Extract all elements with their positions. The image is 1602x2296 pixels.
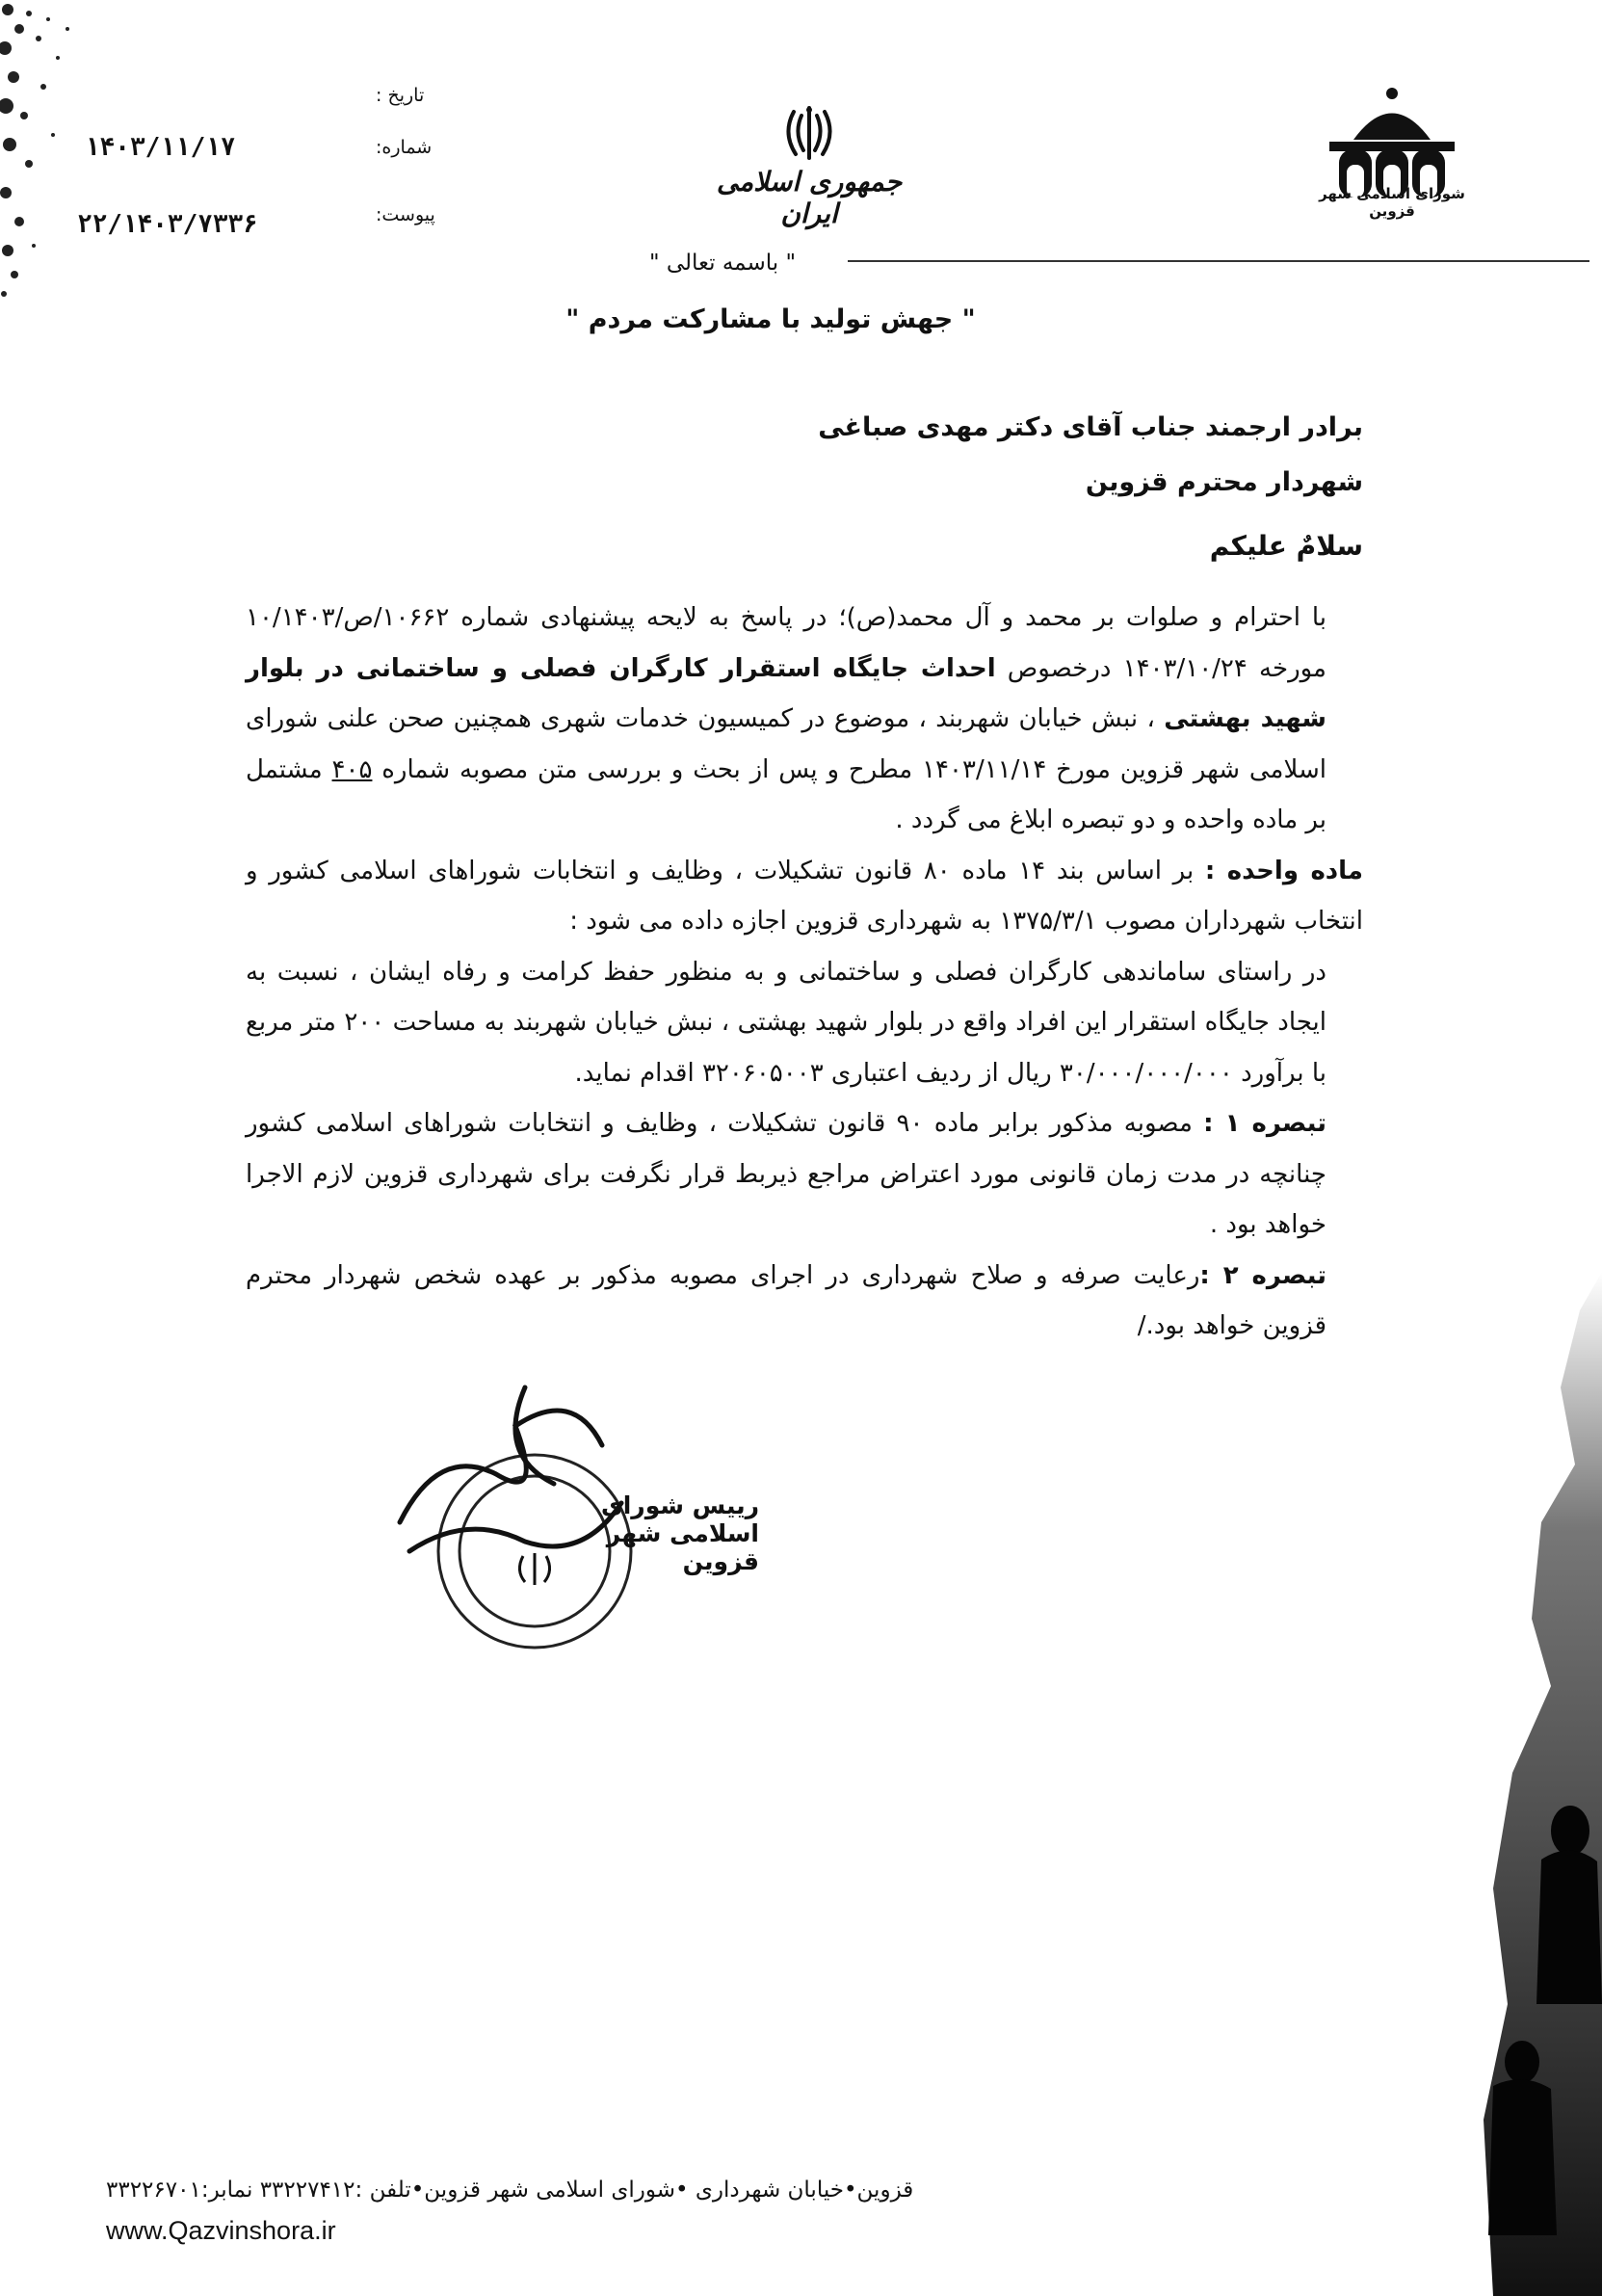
photo-collage (1484, 1272, 1602, 2296)
note1-paragraph (246, 1098, 1363, 1251)
attachment-label: پیوست: (376, 204, 435, 225)
greeting: سلامٌ علیکم (1209, 530, 1363, 562)
intro-text-c: مشتمل بر ماده واحده و دو تبصره ابلاغ می گردد . (246, 754, 1326, 834)
addressee-title: شهردار محترم قزوین (1085, 467, 1363, 497)
note2-label: تبصره ۲ : (1199, 1260, 1327, 1290)
intro-subject: احداث جایگاه استقرار کارگران فصلی و ساختمانی در بلوار شهید بهشتی (246, 653, 1326, 733)
intro-text-b: ، نبش خیابان شهربند ، موضوع در کمیسیون خدمات شهری همچنین صحن علنی شورای اسلامی شهر قزوین مورخ ۱۴۰۳/۱۱/۱۴ مطرح و پس از بحث و بررسی متن مصوبه شماره (246, 704, 1326, 784)
bismillah-heading: " باسمه تعالی " (597, 251, 848, 276)
footer-website[interactable]: www.Qazvinshora.ir (106, 2216, 336, 2245)
slogan: " جهش تولید با مشارکت مردم " (565, 304, 976, 334)
republic-title: جمهوری اسلامی ایران (716, 166, 903, 229)
intro-paragraph (246, 593, 1363, 846)
note2-text: رعایت صرفه و صلاح شهرداری در اجرای مصوبه مذکور بر عهده شخص شهردار محترم قزوین خواهد بود./ (246, 1260, 1326, 1340)
intro-text-a: با احترام و صلوات بر محمد و آل محمد(ص)؛ در پاسخ به لایحه پیشنهادی شماره ۱۰۶۶۲/ص/۱۰/۱۴۰۳ مورخه ۱۴۰۳/۱۰/۲۴ درخصوص (246, 603, 1326, 683)
footer-address: قزوین•خیابان شهرداری •شورای اسلامی شهر قزوین•تلفن :۳۳۲۲۷۴۱۲ نمابر:۳۳۲۲۶۷۰۱ (106, 2177, 914, 2203)
note1-label: تبصره ۱ : (1203, 1109, 1327, 1138)
letter-body (246, 593, 1363, 1352)
note2-paragraph (246, 1251, 1363, 1352)
council-logo-caption: شورای اسلامی شهر قزوین (1319, 185, 1465, 220)
article-paragraph (246, 846, 1363, 947)
iran-emblem-icon (780, 104, 838, 164)
article-text: بر اساس بند ۱۴ ماده ۸۰ قانون تشکیلات ، وظایف و انتخابات شوراهای اسلامی کشور و انتخاب شهرداران مصوب ۱۳۷۵/۳/۱ به شهرداری قزوین اجازه داده می شود : (246, 856, 1363, 936)
date-label: تاریخ : (376, 85, 425, 106)
addressee-name: برادر ارجمند جناب آقای دکتر مهدی صباغی (818, 412, 1363, 442)
resolution-number: ۴۰۵ (331, 754, 373, 784)
article-label: ماده واحده : (1204, 856, 1364, 885)
addressee-block (496, 400, 1363, 510)
signer-title: رییس شورای اسلامی شهر قزوین (600, 1491, 759, 1575)
number-label: شماره: (376, 137, 433, 158)
letter-number-value: ۲۲/۱۴۰۳/۷۳۳۶ (77, 210, 258, 239)
note1-text: مصوبه مذکور برابر ماده ۹۰ قانون تشکیلات ، وظایف و انتخابات شوراهای اسلامی کشور چنانچه در مدت زمان قانونی مورد اعتراض مراجع ذیربط قرار نگرفت برای شهرداری قزوین لازم الاجرا خواهد بود . (246, 1109, 1326, 1239)
article-body: در راستای ساماندهی کارگران فصلی و ساختمانی و به منظور حفظ کرامت و رفاه ایشان ، نسبت به ایجاد جایگاه استقرار این افراد واقع در بلوار شهید بهشتی ، نبش خیابان شهربند به مساحت ۲۰۰ متر مربع با برآورد ۳۰/۰۰۰/۰۰۰/۰۰۰ ریال از ردیف اعتباری ۳۲۰۶۰۵۰۰۳ اقدام نماید. (246, 957, 1326, 1088)
date-value: ۱۴۰۳/۱۱/۱۷ (85, 133, 236, 162)
